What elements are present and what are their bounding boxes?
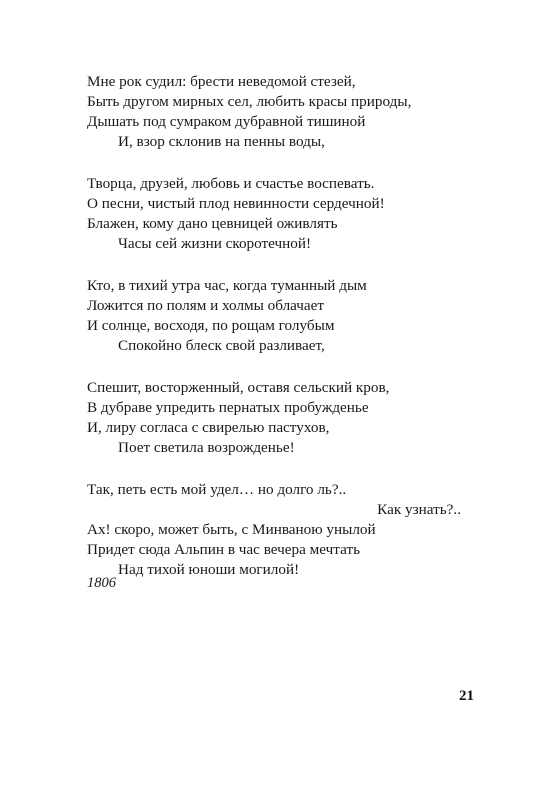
stanza xyxy=(87,480,467,580)
poem-line-indented: Поет светила возрожденье! xyxy=(118,439,295,456)
poem-line-indented: Спокойно блеск свой разливает, xyxy=(118,337,325,354)
poem-line: Ложится по полям и холмы облачает xyxy=(87,297,325,314)
poem-line: Спешит, восторженный, оставя сельский кров, xyxy=(87,379,390,396)
poem-line: Творца, друзей, любовь и счастье воспевать. xyxy=(87,175,375,192)
stanza xyxy=(87,174,467,254)
poem-line: Быть другом мирных сел, любить красы природы, xyxy=(87,93,412,110)
poem-line: Кто, в тихий утра час, когда туманный дым xyxy=(87,277,367,294)
poem-line: В дубраве упредить пернатых пробужденье xyxy=(87,399,369,416)
poem-line-indented: Над тихой юноши могилой! xyxy=(118,561,300,578)
poem xyxy=(87,72,467,602)
poem-line: И солнце, восходя, по рощам голубым xyxy=(87,317,335,334)
poem-line-indented: Часы сей жизни скоротечной! xyxy=(118,235,312,252)
stanza xyxy=(87,378,467,458)
poem-line: Ах! скоро, может быть, с Минваною унылой xyxy=(87,521,376,538)
poem-line: О песни, чистый плод невинности сердечной! xyxy=(87,195,385,212)
poem-line: Дышать под сумраком дубравной тишиной xyxy=(87,113,366,130)
page-number: 21 xyxy=(459,688,474,704)
poem-date: 1806 xyxy=(87,575,116,591)
stanza xyxy=(87,72,467,152)
poem-line-indented: И, взор склонив на пенны воды, xyxy=(118,133,325,150)
poem-line: Придет сюда Альпин в час вечера мечтать xyxy=(87,541,361,558)
poem-line: И, лиру согласа с свирелью пастухов, xyxy=(87,419,330,436)
stanza xyxy=(87,276,467,356)
poem-line: Блажен, кому дано цевницей оживлять xyxy=(87,215,338,232)
poem-line: Мне рок судил: брести неведомой стезей, xyxy=(87,73,356,90)
poem-line-right-aligned: Как узнать?.. xyxy=(377,501,461,518)
poem-line: Так, петь есть мой удел… но долго ль?.. xyxy=(87,481,347,498)
